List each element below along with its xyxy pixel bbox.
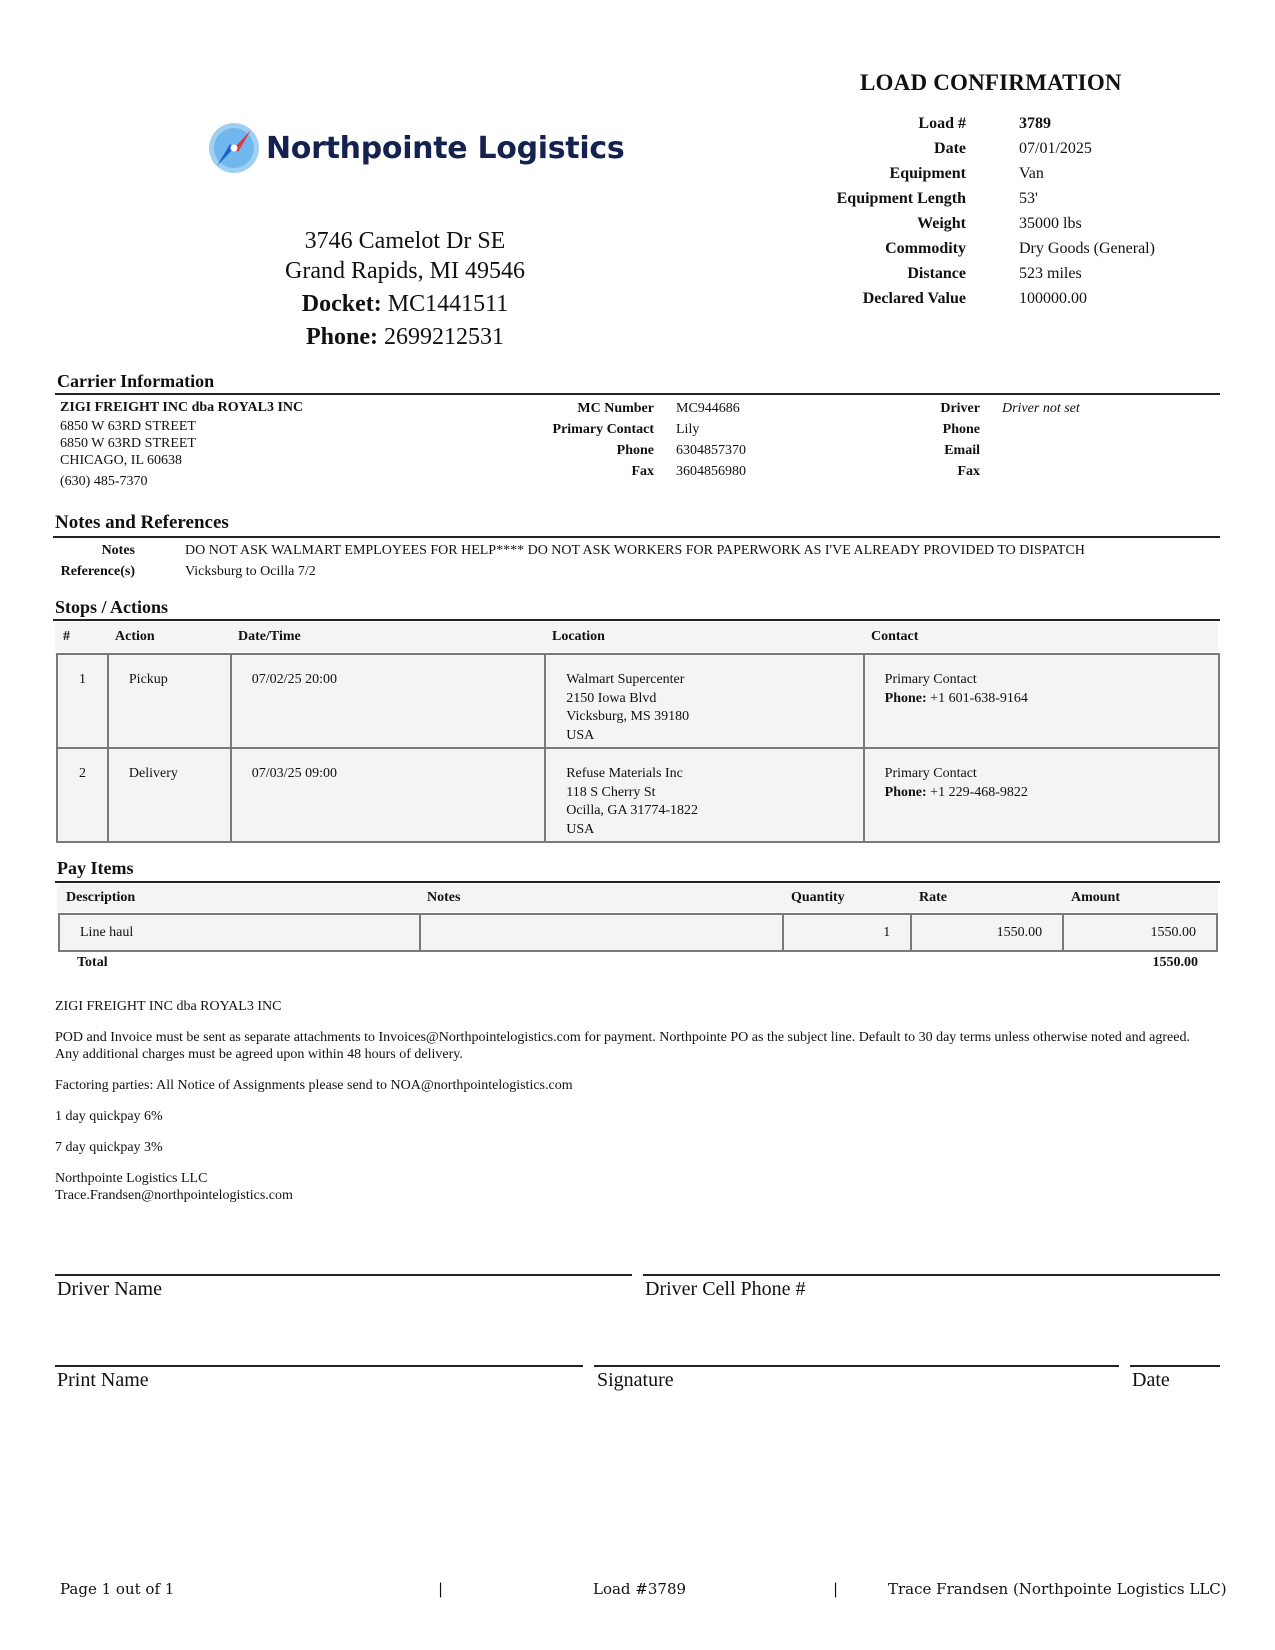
notes-block [55,540,1085,582]
footer-author: Trace Frandsen (Northpointe Logistics LLC) [888,1580,1227,1598]
carrier-detail-label: Fax [631,464,654,479]
carrier-section-title: Carrier Information [57,371,215,391]
pay-col-notes: Notes [427,890,461,905]
stop-action: Delivery [108,748,231,842]
stops-col-contact: Contact [871,629,919,644]
notes-value: DO NOT ASK WALMART EMPLOYEES FOR HELP**** DO NOT ASK WORKERS FOR PAPERWORK AS I'VE ALREADY PROVIDED TO DISPATCH [185,543,1085,558]
summary-value: Van [1019,164,1044,182]
pay-items-table [58,913,1218,952]
references-label: Reference(s) [60,564,135,579]
stop-contact [864,654,1219,748]
stops-col-number: # [63,629,70,644]
pay-item-notes [420,914,782,951]
stop-contact [864,748,1219,842]
date-label: Date [1132,1369,1170,1391]
carrier-detail-value: MC944686 [676,401,740,416]
summary-row-commodity [770,236,1155,261]
stop-contact-phone-label: Phone: [884,784,927,800]
stop-location-city: Ocilla, GA 31774-1822 [566,803,699,818]
docket-label: Docket: [301,291,382,317]
stop-location [545,748,863,842]
summary-label: Date [934,139,966,157]
summary-label: Load # [918,114,966,132]
driver-cell-label: Driver Cell Phone # [645,1278,806,1300]
notes-label: Notes [101,543,135,558]
pay-col-amount: Amount [1071,890,1121,905]
summary-row-declared-value [770,286,1155,311]
compass-logo-icon [207,121,261,175]
total-value: 1550.00 [1152,955,1198,970]
summary-label: Declared Value [862,289,966,307]
summary-value: 07/01/2025 [1019,139,1092,157]
summary-label: Equipment Length [836,189,966,207]
summary-value: 35000 lbs [1019,214,1082,232]
stop-datetime: 07/03/25 09:00 [231,748,545,842]
carrier-detail-label: Phone [616,443,654,458]
driver-detail-label: Fax [957,464,980,479]
driver-name-value: Driver not set [1002,401,1080,416]
print-name-line[interactable] [55,1365,583,1367]
summary-label: Equipment [889,164,966,182]
stop-datetime: 07/02/25 20:00 [231,654,545,748]
terms-signoff-company: Northpointe Logistics LLC [55,1171,208,1186]
references-value: Vicksburg to Ocilla 7/2 [185,564,316,579]
driver-detail-label: Phone [942,422,980,437]
carrier-divider [55,393,1220,395]
pay-col-rate: Rate [919,890,947,905]
docket-value: MC1441511 [387,291,509,317]
notes-divider [53,536,1220,538]
summary-value: 53' [1019,189,1038,207]
pay-item-description: Line haul [59,914,420,951]
summary-value: Dry Goods (General) [1019,239,1155,257]
date-line[interactable] [1130,1365,1220,1367]
stops-col-location: Location [552,629,605,644]
terms-quickpay-1: 1 day quickpay 6% [55,1109,163,1124]
driver-cell-line[interactable] [643,1274,1220,1276]
terms-carrier-name: ZIGI FREIGHT INC dba ROYAL3 INC [55,999,282,1014]
driver-detail-label: Email [944,443,980,458]
stop-location-street: 118 S Cherry St [566,784,656,800]
carrier-detail-value: Lily [676,422,700,437]
stops-col-action: Action [115,629,155,644]
summary-label: Distance [907,264,966,282]
stop-row [57,748,1219,842]
summary-value: 3789 [1019,114,1051,132]
summary-row-date [770,136,1155,161]
stop-location [545,654,863,748]
pay-items-table-header [57,884,1218,912]
carrier-address-block [60,398,303,490]
company-logo [207,120,624,176]
summary-row-load [770,111,1155,136]
summary-row-distance [770,261,1155,286]
signature-label: Signature [597,1369,674,1391]
terms-signoff-email: Trace.Frandsen@northpointelogistics.com [55,1188,293,1203]
pay-col-description: Description [66,890,136,905]
pay-item-row [59,914,1217,951]
stop-contact-phone [885,690,1198,709]
stop-contact-phone-value: +1 229-468-9822 [930,784,1028,800]
total-label: Total [77,955,108,970]
stop-action: Pickup [108,654,231,748]
stop-location-name: Walmart Supercenter [566,672,685,687]
footer-separator: | [833,1580,839,1598]
summary-row-equipment [770,161,1155,186]
summary-row-equipment-length [770,186,1155,211]
footer-load: Load #3789 [593,1580,687,1598]
company-city: Grand Rapids, MI 49546 [285,258,525,284]
stop-contact-phone [885,784,1198,803]
pay-item-amount: 1550.00 [1063,914,1217,951]
stop-location-city: Vicksburg, MS 39180 [566,709,690,724]
terms-factoring-text: Factoring parties: All Notice of Assignments please send to NOA@northpointelogistics.com [55,1078,573,1093]
notes-section-title: Notes and References [55,512,229,533]
carrier-city: CHICAGO, IL 60638 [60,453,182,468]
stops-table [56,653,1220,843]
company-phone [205,322,605,352]
driver-detail-label: Driver [940,401,980,416]
stop-location-country: USA [566,727,595,743]
load-summary [770,111,1155,311]
stops-section-title: Stops / Actions [55,597,169,617]
terms-pod-text: POD and Invoice must be sent as separate attachments to Invoices@Northpointelogistics.com for payment. Northpointe PO as the subject line. Default to 30 day terms unless otherwise noted and agreed. Any additional charges must be agreed upon within 48 hours of delivery. [55,1030,1190,1062]
summary-row-weight [770,211,1155,236]
carrier-address-line: 6850 W 63RD STREET [60,419,196,434]
stop-row [57,654,1219,748]
stop-location-street: 2150 Iowa Blvd [566,690,657,706]
carrier-address-line: 6850 W 63RD STREET [60,436,196,451]
stop-number: 1 [57,654,108,748]
driver-name-line[interactable] [55,1274,632,1276]
phone-value: 2699212531 [384,324,504,350]
stops-divider [53,619,1220,621]
stop-contact-name: Primary Contact [884,766,977,781]
carrier-detail-label: Primary Contact [552,422,654,437]
terms-block [55,998,1205,1218]
driver-details [880,398,1080,482]
phone-label: Phone: [306,324,378,350]
stop-location-name: Refuse Materials Inc [566,766,683,781]
carrier-detail-value: 3604856980 [676,464,746,479]
carrier-detail-value: 6304857370 [676,443,746,458]
company-street: 3746 Camelot Dr SE [304,228,506,254]
pay-item-rate: 1550.00 [911,914,1063,951]
pay-items-divider [55,881,1220,883]
pay-items-section-title: Pay Items [57,858,134,878]
carrier-phone: (630) 485-7370 [60,474,148,489]
company-address [205,226,605,352]
stop-location-country: USA [566,821,595,837]
summary-value: 523 miles [1019,264,1082,282]
summary-label: Commodity [885,239,966,257]
footer-separator: | [438,1580,444,1598]
summary-value: 100000.00 [1019,289,1087,307]
stop-contact-phone-value: +1 601-638-9164 [930,690,1028,706]
signature-line[interactable] [594,1365,1119,1367]
stop-number: 2 [57,748,108,842]
pay-item-quantity: 1 [783,914,912,951]
print-name-label: Print Name [57,1369,149,1391]
terms-signoff [55,1170,1205,1204]
stops-table-header [55,622,1218,652]
driver-name-label: Driver Name [57,1278,162,1300]
logo-text: Northpointe Logistics [266,130,625,166]
stops-col-datetime: Date/Time [238,629,301,644]
pay-col-quantity: Quantity [791,890,845,905]
terms-quickpay-7: 7 day quickpay 3% [55,1140,163,1155]
stop-contact-name: Primary Contact [884,672,977,687]
carrier-details [530,398,746,482]
summary-label: Weight [917,214,966,232]
footer-page: Page 1 out of 1 [60,1580,175,1598]
carrier-name: ZIGI FREIGHT INC dba ROYAL3 INC [60,400,304,415]
company-docket [205,289,605,319]
stop-contact-phone-label: Phone: [884,690,927,706]
carrier-detail-label: MC Number [577,401,654,416]
document-title: LOAD CONFIRMATION [860,70,1122,95]
